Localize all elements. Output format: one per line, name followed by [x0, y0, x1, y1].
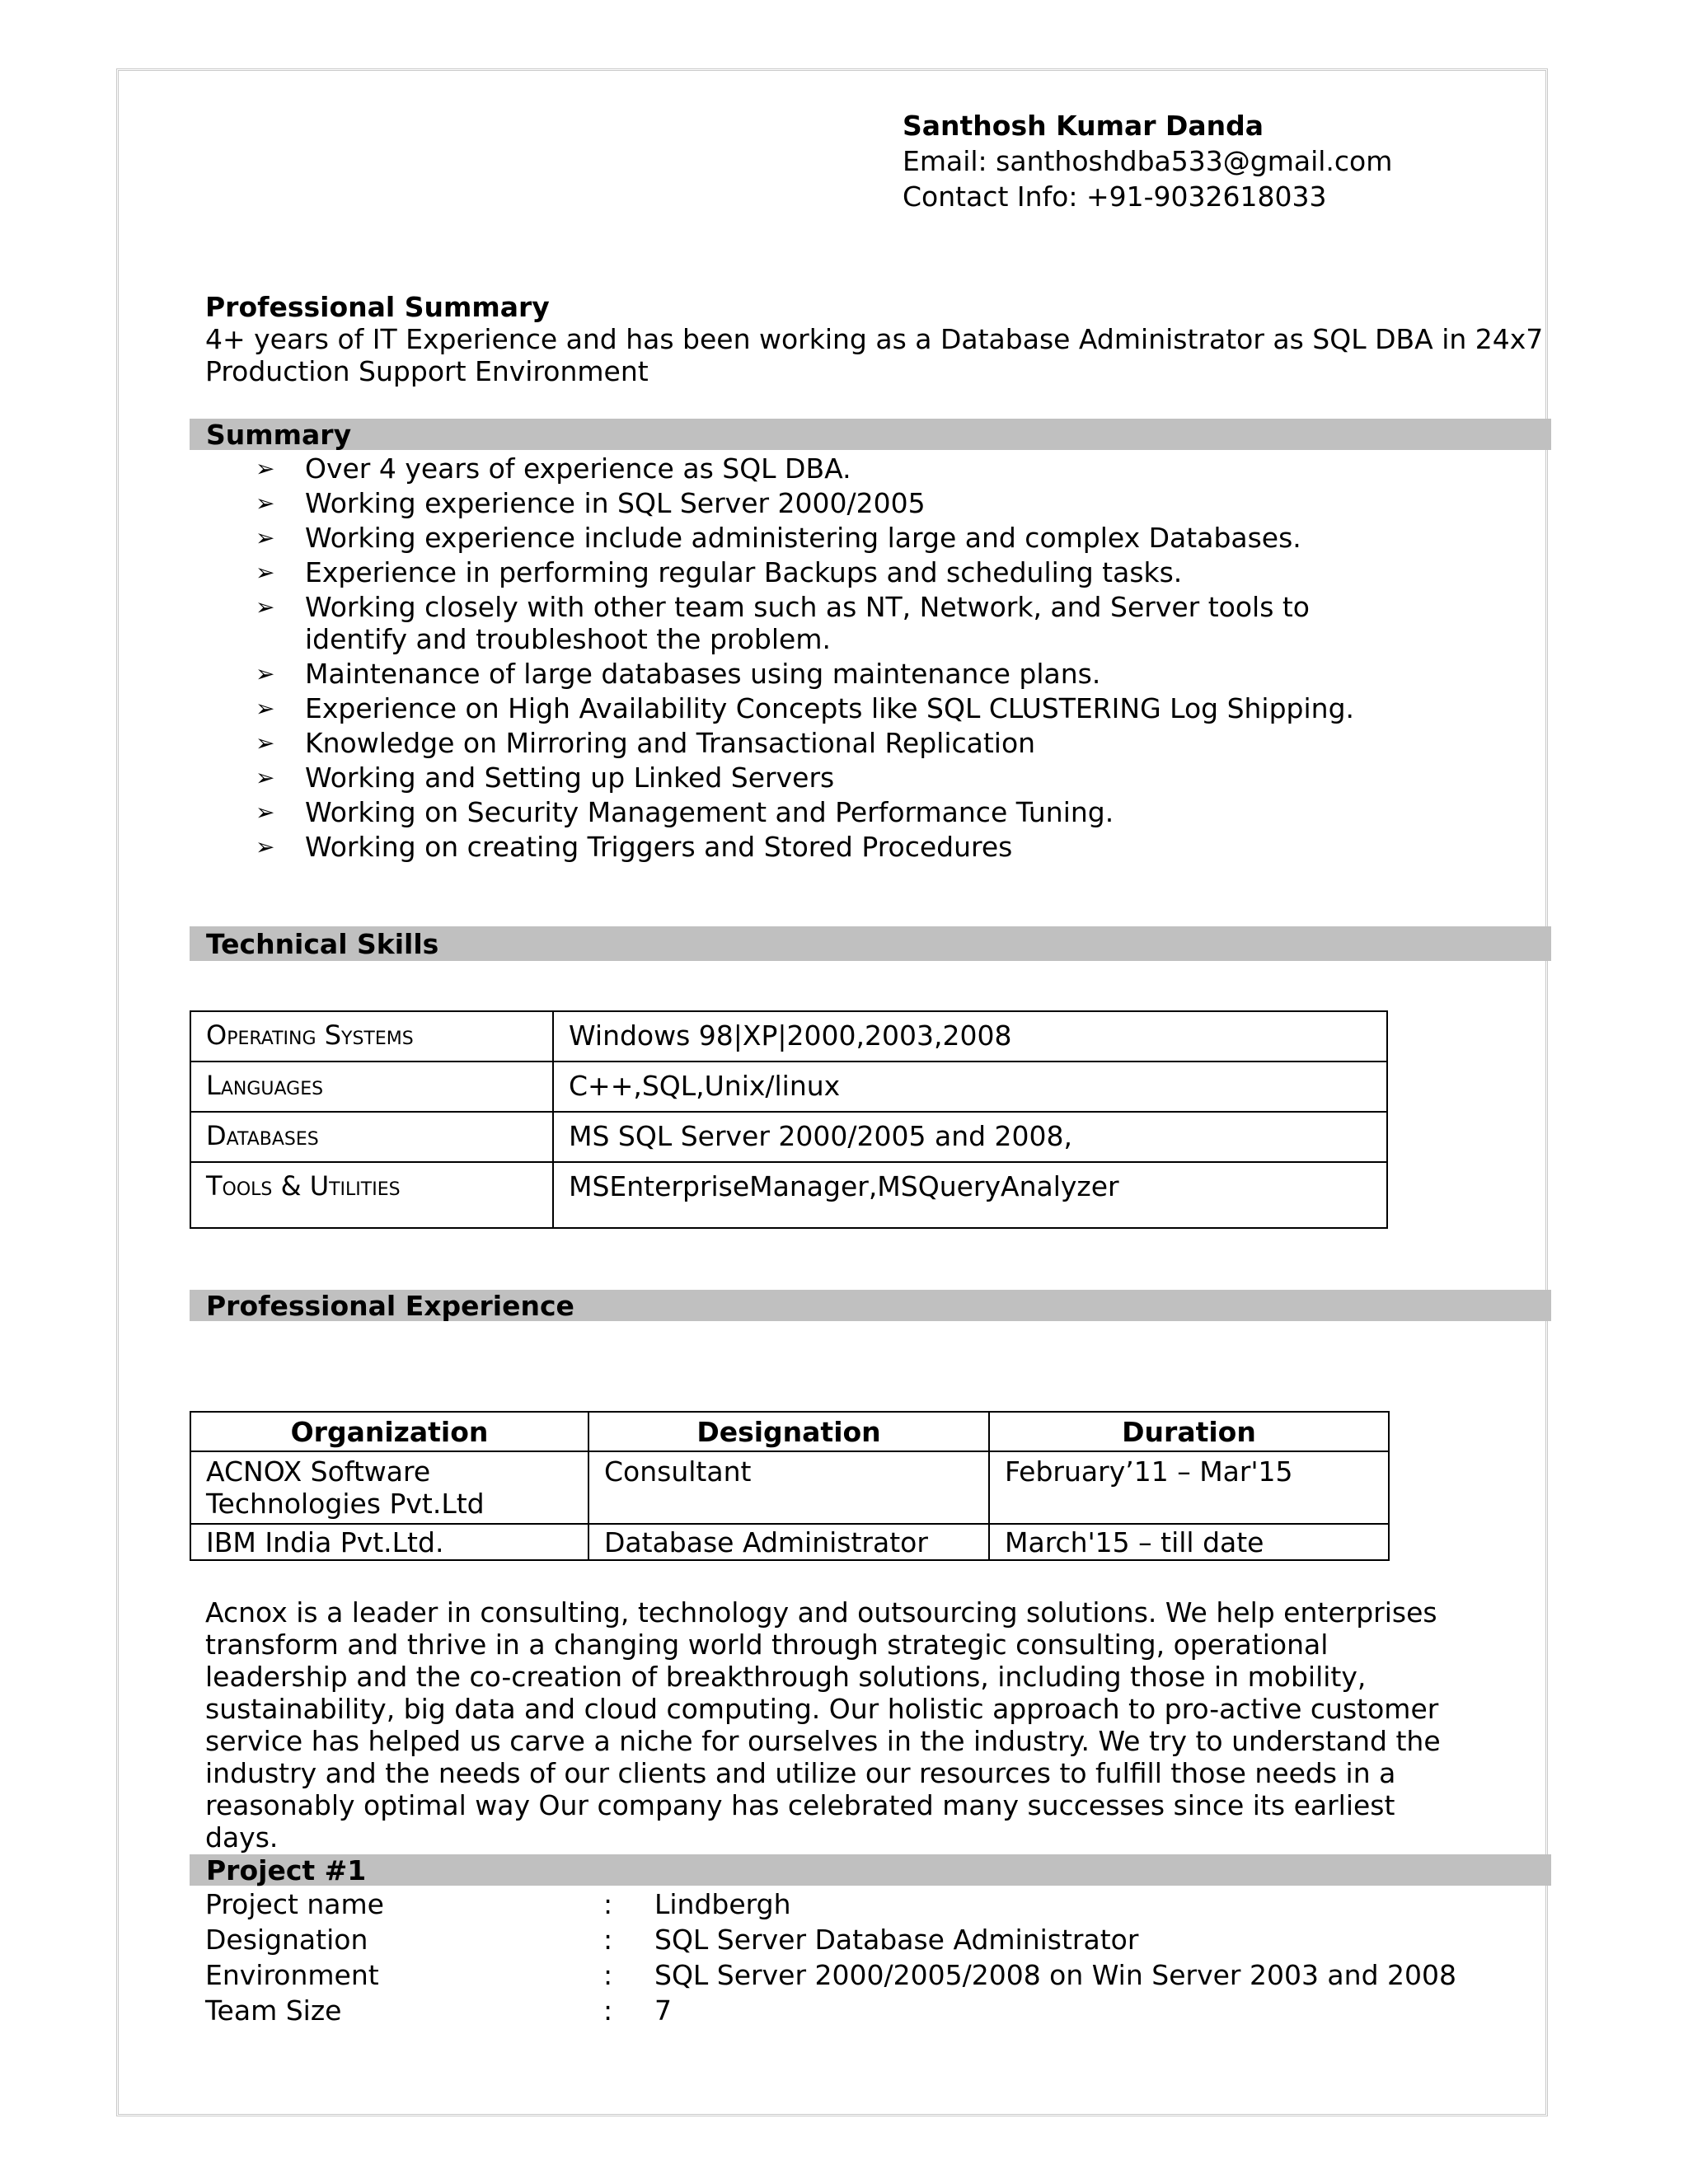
list-item: ➢ Working on creating Triggers and Stored Procedures: [256, 831, 1013, 863]
candidate-name: Santhosh Kumar Danda: [903, 110, 1264, 142]
arrow-bullet-icon: ➢: [256, 729, 275, 757]
table-row: [190, 1162, 1387, 1228]
duration-cell: March'15 – till date: [989, 1524, 1389, 1560]
project-name-label: Project name: [205, 1888, 384, 1920]
list-item: ➢ Experience on High Availability Concepts like SQL CLUSTERING Log Shipping.: [256, 692, 1355, 724]
skill-category: Tools & Utilities: [190, 1162, 553, 1228]
summary-title: Summary: [206, 419, 352, 451]
contact-line: Contact Info: +91-9032618033: [903, 180, 1327, 213]
column-header: Organization: [190, 1412, 588, 1451]
table-row: [190, 1062, 1387, 1112]
column-header: Designation: [588, 1412, 989, 1451]
technical-skills-section-bar: [190, 926, 1551, 961]
duration-cell: February’11 – Mar'15: [989, 1451, 1389, 1524]
arrow-bullet-icon: ➢: [256, 695, 275, 722]
project-name-value: Lindbergh: [654, 1888, 791, 1920]
table-row: [190, 1011, 1387, 1062]
skill-value: Windows 98|XP|2000,2003,2008: [553, 1011, 1387, 1062]
email-line: Email: santhoshdba533@gmail.com: [903, 145, 1393, 177]
table-row: [190, 1451, 1389, 1524]
professional-summary-line-1: 4+ years of IT Experience and has been working as a Database Administrator as SQL DBA in 24x7: [205, 323, 1544, 355]
environment-value: SQL Server 2000/2005/2008 on Win Server 2003 and 2008: [654, 1959, 1456, 1991]
list-item: ➢ Working on Security Management and Performance Tuning.: [256, 796, 1114, 828]
list-item: ➢ Working experience in SQL Server 2000/2005: [256, 487, 926, 519]
organization-cell: IBM India Pvt.Ltd.: [190, 1524, 588, 1560]
arrow-bullet-icon: ➢: [256, 593, 275, 621]
arrow-bullet-icon: ➢: [256, 799, 275, 826]
organization-cell: ACNOX Software Technologies Pvt.Ltd: [190, 1451, 588, 1524]
professional-experience-title: Professional Experience: [206, 1290, 574, 1322]
arrow-bullet-icon: ➢: [256, 764, 275, 791]
summary-list: [256, 452, 1459, 865]
skill-value: C++,SQL,Unix/linux: [553, 1062, 1387, 1112]
designation-label: Designation: [205, 1924, 368, 1956]
professional-summary-title: Professional Summary: [205, 291, 550, 323]
project-section-bar: [190, 1854, 1551, 1886]
arrow-bullet-icon: ➢: [256, 833, 275, 860]
company-description: Acnox is a leader in consulting, technology and outsourcing solutions. We help enterprises transform and thrive in a changing world through strategic consulting, operational leadership and the co-creation of breakthrough solutions, including those in mobility, sustainability, big data and cloud computing. Our holistic approach to pro-active customer service has helped us carve a niche for ourselves in the industry. We try to understand the industry and the needs of our clients and utilize our resources to fulfill those needs in a reasonably optimal way Our company has celebrated many successes since its earliest days.: [205, 1596, 1441, 1854]
list-item: ➢ Over 4 years of experience as SQL DBA.: [256, 452, 851, 485]
project-title: Project #1: [206, 1854, 367, 1886]
table-row: [190, 1524, 1389, 1560]
arrow-bullet-icon: ➢: [256, 455, 275, 482]
designation-cell: Database Administrator: [588, 1524, 989, 1560]
field-separator: :: [603, 1959, 613, 1991]
environment-label: Environment: [205, 1959, 379, 1991]
list-item: ➢ Maintenance of large databases using maintenance plans.: [256, 658, 1101, 690]
summary-section-bar: [190, 419, 1551, 450]
professional-experience-section-bar: [190, 1290, 1551, 1321]
table-row: [190, 1112, 1387, 1162]
list-item: ➢ Knowledge on Mirroring and Transactional Replication: [256, 727, 1036, 759]
skill-value: MS SQL Server 2000/2005 and 2008,: [553, 1112, 1387, 1162]
table-header-row: [190, 1412, 1389, 1451]
team-size-label: Team Size: [205, 1994, 342, 2027]
arrow-bullet-icon: ➢: [256, 559, 275, 586]
list-item: ➢ Working experience include administering large and complex Databases.: [256, 522, 1301, 554]
arrow-bullet-icon: ➢: [256, 524, 275, 551]
field-separator: :: [603, 1994, 613, 2027]
list-item: ➢ Working closely with other team such as NT, Network, and Server tools to identify and troubleshoot the problem.: [256, 591, 1311, 655]
skills-table: [190, 1010, 1388, 1229]
designation-cell: Consultant: [588, 1451, 989, 1524]
professional-summary-line-2: Production Support Environment: [205, 355, 649, 387]
designation-value: SQL Server Database Administrator: [654, 1924, 1139, 1956]
technical-skills-title: Technical Skills: [206, 928, 439, 960]
list-item: ➢ Experience in performing regular Backups and scheduling tasks.: [256, 556, 1183, 588]
arrow-bullet-icon: ➢: [256, 660, 275, 687]
skill-category: Operating Systems: [190, 1011, 553, 1062]
team-size-value: 7: [654, 1994, 672, 2027]
experience-table: [190, 1411, 1390, 1561]
column-header: Duration: [989, 1412, 1389, 1451]
skill-value: MSEnterpriseManager,MSQueryAnalyzer: [553, 1162, 1387, 1228]
skill-category: Databases: [190, 1112, 553, 1162]
arrow-bullet-icon: ➢: [256, 490, 275, 517]
list-item: ➢ Working and Setting up Linked Servers: [256, 762, 835, 794]
field-separator: :: [603, 1924, 613, 1956]
field-separator: :: [603, 1888, 613, 1920]
skill-category: Languages: [190, 1062, 553, 1112]
